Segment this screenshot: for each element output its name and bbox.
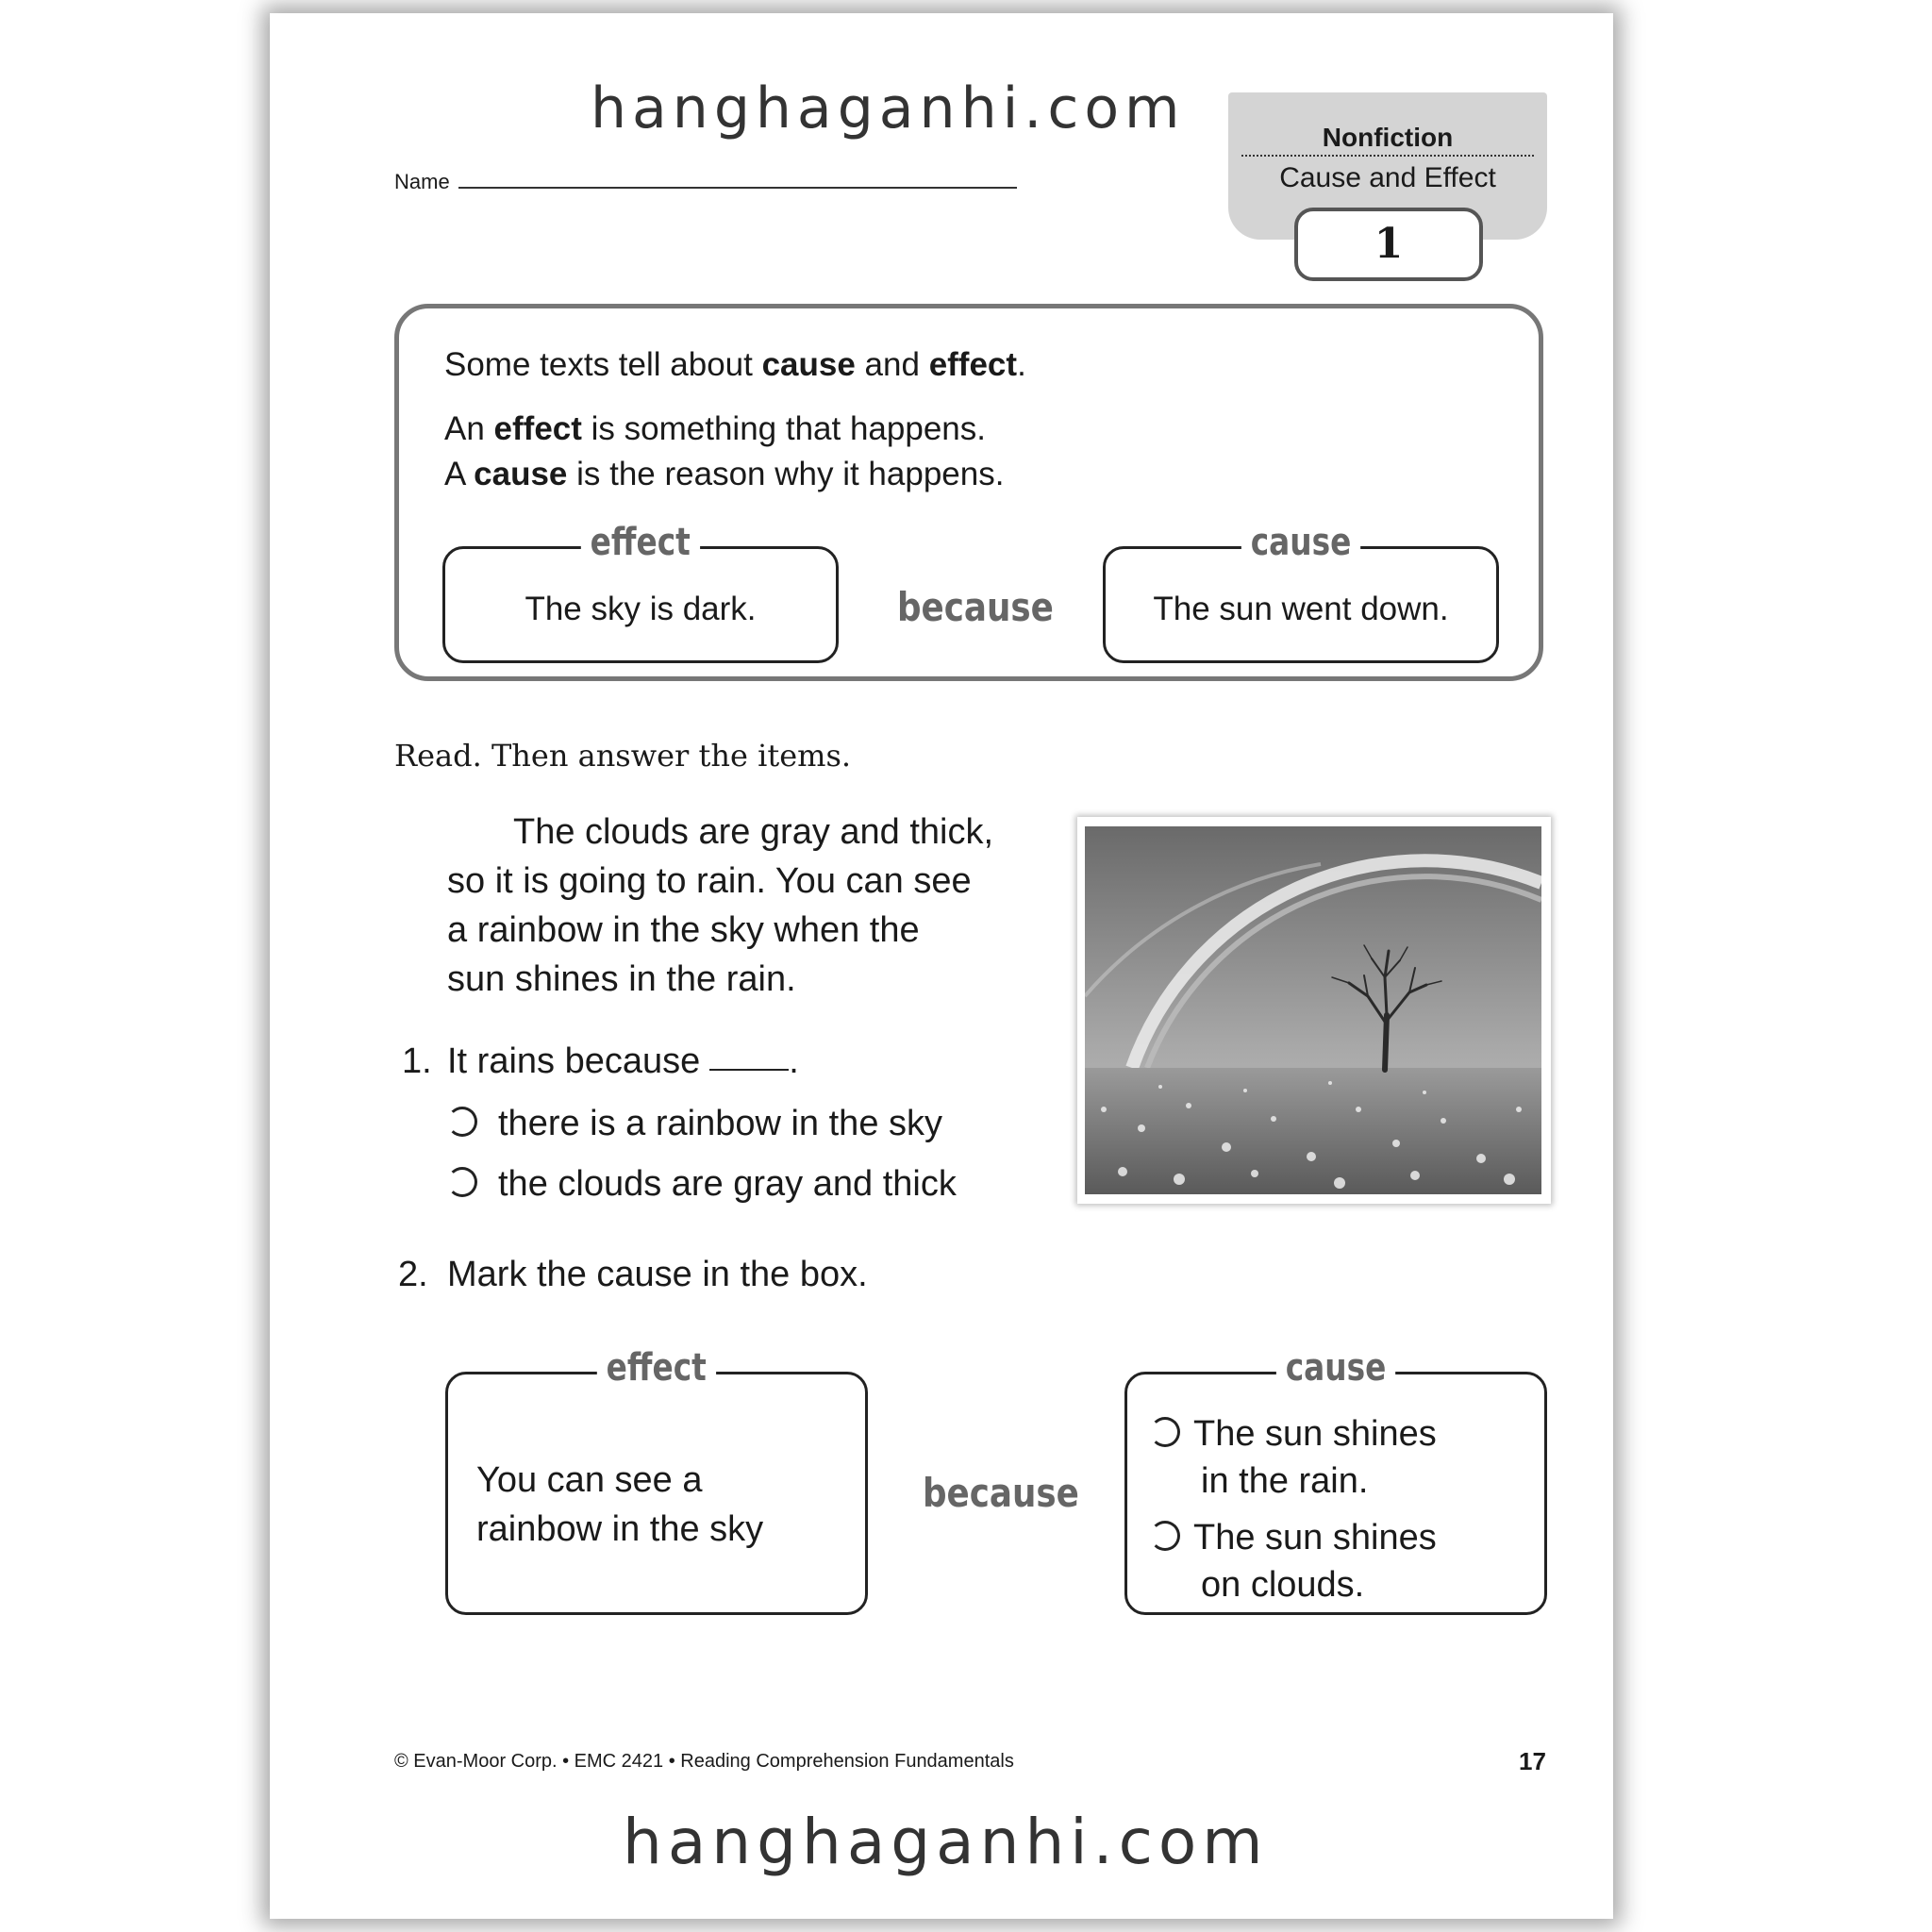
question-1-text: It rains because bbox=[447, 1041, 701, 1081]
question-2-because-label: because bbox=[923, 1470, 1079, 1516]
intro-line-2: An effect is something that happens. bbox=[444, 410, 986, 447]
question-2-text: Mark the cause in the box. bbox=[447, 1255, 868, 1294]
unit-number-badge: 1 bbox=[1294, 208, 1483, 281]
question-2-effect-box bbox=[445, 1346, 868, 1615]
question-1-number: 1. bbox=[402, 1041, 432, 1081]
intro-line-1: Some texts tell about cause and effect. bbox=[444, 346, 1026, 383]
radio-bubble-icon[interactable] bbox=[1150, 1417, 1180, 1447]
question-2-cause-option-2[interactable]: The sun shines on clouds. bbox=[1150, 1514, 1437, 1608]
instructions: Read. Then answer the items. bbox=[394, 738, 852, 774]
watermark-bottom: hanghaganhi.com bbox=[623, 1806, 1269, 1878]
reading-passage: The clouds are gray and thick, so it is going to rain. You can see a rainbow in the sky when the sun shines in the rain. bbox=[447, 812, 994, 999]
page-number: 17 bbox=[1519, 1747, 1546, 1775]
rainbow-tree-field-image bbox=[1085, 826, 1541, 1194]
topic-label: Cause and Effect bbox=[1279, 162, 1496, 193]
question-2-cause-box bbox=[1124, 1346, 1547, 1615]
question-1-option-2[interactable]: the clouds are gray and thick bbox=[447, 1164, 957, 1205]
genre-label: Nonfiction bbox=[1322, 123, 1454, 152]
example-effect-text: The sky is dark. bbox=[525, 591, 757, 627]
example-cause-label: cause bbox=[1241, 521, 1360, 564]
example-effect-label: effect bbox=[581, 521, 700, 564]
intro-box bbox=[394, 304, 1543, 681]
example-cause-text: The sun went down. bbox=[1153, 591, 1449, 627]
name-label: Name bbox=[394, 170, 450, 193]
question-2-cause-option-1[interactable]: The sun shines in the rain. bbox=[1150, 1410, 1437, 1505]
question-1-option-1[interactable]: there is a rainbow in the sky bbox=[447, 1104, 942, 1144]
question-2-effect-label: effect bbox=[597, 1346, 716, 1390]
example-because-label: because bbox=[897, 584, 1054, 630]
footer-credit: © Evan-Moor Corp. • EMC 2421 • Reading Comprehension Fundamentals bbox=[394, 1751, 1014, 1772]
intro-line-3: A cause is the reason why it happens. bbox=[444, 456, 1005, 492]
rainbow-photo bbox=[1077, 817, 1551, 1204]
answer-blank bbox=[709, 1069, 789, 1071]
watermark-top: hanghaganhi.com bbox=[591, 75, 1186, 142]
example-cause-box bbox=[1103, 521, 1499, 663]
example-effect-box bbox=[442, 521, 839, 663]
radio-bubble-icon[interactable] bbox=[1150, 1521, 1180, 1551]
radio-bubble-icon[interactable] bbox=[447, 1107, 477, 1137]
question-2-cause-label: cause bbox=[1276, 1346, 1395, 1390]
radio-bubble-icon[interactable] bbox=[447, 1167, 477, 1197]
question-2-number: 2. bbox=[398, 1255, 428, 1294]
question-2-effect-line-1: You can see a bbox=[476, 1460, 703, 1500]
name-input-line[interactable] bbox=[458, 187, 1017, 189]
tab-divider bbox=[1241, 155, 1534, 157]
question-2-effect-line-2: rainbow in the sky bbox=[476, 1509, 764, 1549]
